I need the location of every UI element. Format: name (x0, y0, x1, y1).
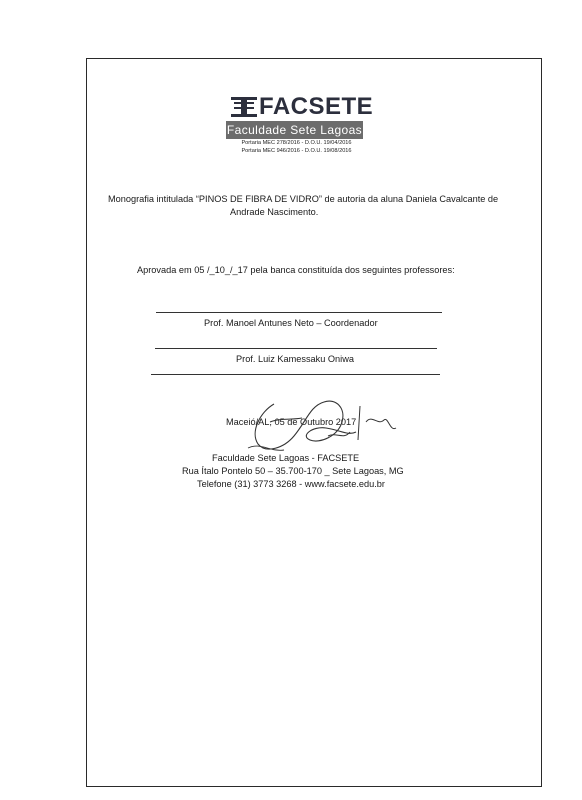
facsete-emblem-icon (231, 96, 257, 118)
logo-band (226, 121, 363, 139)
footer-contact: Telefone (31) 3773 3268 - www.facsete.edu.br (197, 479, 385, 489)
signature-line-1 (156, 312, 442, 313)
aprovada-text: Aprovada em 05 /_10_/_17 pela banca constituída dos seguintes professores: (137, 265, 455, 275)
professor-name-1: Prof. Manoel Antunes Neto – Coordenador (204, 318, 378, 328)
logo-portaria-2: Portaria MEC 946/2016 - D.O.U. 19/08/2016 (241, 147, 352, 154)
facsete-logo (226, 92, 374, 160)
logo-header (226, 92, 374, 121)
professor-name-2: Prof. Luiz Kamessaku Oniwa (236, 354, 354, 364)
footer-institution: Faculdade Sete Lagoas - FACSETE (212, 453, 360, 463)
logo-subtitle: Faculdade Sete Lagoas (226, 123, 363, 137)
signature-line-2 (155, 348, 437, 349)
footer-address: Rua Ítalo Pontelo 50 – 35.700-170 _ Sete Lagoas, MG (182, 466, 404, 476)
monografia-text-line-2: Andrade Nascimento. (230, 207, 319, 217)
signature-line-3 (151, 374, 440, 375)
monografia-text-line-1: Monografia intitulada “PINOS DE FIBRA DE VIDRO” de autoria da aluna Daniela Cavalcante de (108, 194, 499, 204)
place-date: Maceió/AL, 05 de Outubro 2017 (226, 417, 357, 427)
logo-name: FACSETE (259, 93, 374, 120)
logo-portaria-1: Portaria MEC 278/2016 - D.O.U. 19/04/2016 (241, 140, 352, 146)
